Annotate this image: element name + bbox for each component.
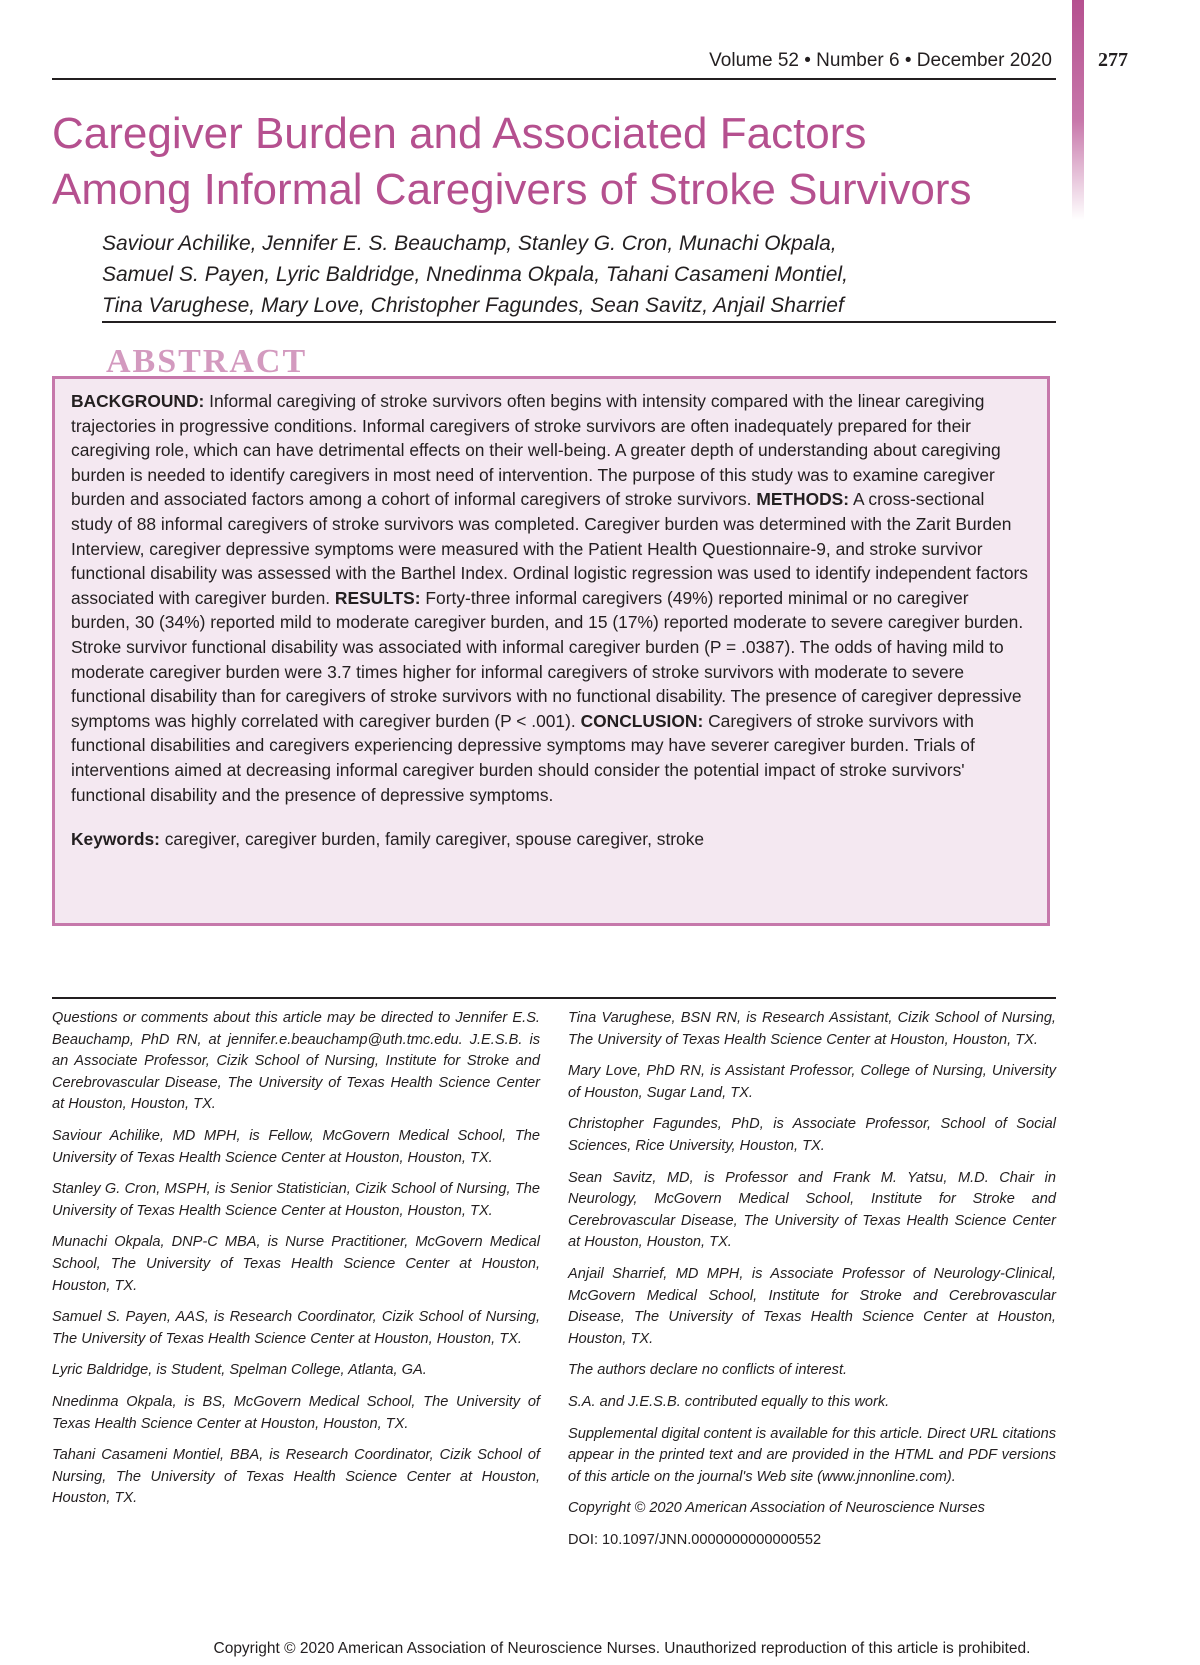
authors-line-3: Tina Varughese, Mary Love, Christopher Fagundes, Sean Savitz, Anjail Sharrief bbox=[102, 294, 844, 317]
copyright-note: Copyright © 2020 American Association of Neuroscience Nurses bbox=[568, 1500, 985, 1517]
abstract-body bbox=[71, 389, 1029, 807]
page-footer bbox=[0, 1640, 1200, 1658]
results-text: Forty-three informal caregivers (49%) reported minimal or no caregiver burden, 30 (34%) reported mild to moderate caregiver burden, and 15 (17%) reported moderate to severe caregiver burden. Stroke survivor functional disability was associated with informal caregiver burden (P = .0387). The odds of having mild to moderate caregiver burden were 3.7 times higher for informal caregivers of stroke survivors with moderate to severe functional disability than for caregivers of stroke survivors with no functional disability. The presence of caregiver depressive symptoms was highly correlated with caregiver burden (P < .001). bbox=[71, 587, 1024, 731]
methods-text: A cross-sectional study of 88 informal caregivers of stroke survivors was completed. Caregiver burden was determined with the Zarit Burden Interview, caregiver depressive symptoms were measured with the Patient Health Questionnaire-9, and stroke survivor functional disability was assessed with the Barthel Index. Ordinal logistic regression was used to identify independent factors associated with caregiver burden. bbox=[71, 489, 1029, 608]
title-line-2: Among Informal Caregivers of Stroke Survivors bbox=[52, 165, 972, 214]
footnotes-left-column bbox=[52, 1008, 540, 1520]
contribution-statement: S.A. and J.E.S.B. contributed equally to this work. bbox=[568, 1393, 890, 1410]
page-number: 277 bbox=[1098, 49, 1128, 71]
correspondence-note: Questions or comments about this article may be directed to Jennifer E.S. Beauchamp, PhD RN, at jennifer.e.beauchamp@uth.tmc.edu. J.E.S.B. is an Associate Professor, Cizik School of Nursing, Institute for Stroke and Cerebrovascular Disease, The University of Texas Health Science Center at Houston, Houston, TX. bbox=[52, 1010, 540, 1113]
conclusion-label: CONCLUSION: bbox=[580, 710, 704, 731]
authors-line-1: Saviour Achilike, Jennifer E. S. Beauchamp, Stanley G. Cron, Munachi Okpala, bbox=[102, 232, 837, 255]
author-affiliation: Samuel S. Payen, AAS, is Research Coordinator, Cizik School of Nursing, The University of Texas Health Science Center at Houston, Houston, TX. bbox=[52, 1309, 540, 1347]
author-affiliation: Mary Love, PhD RN, is Assistant Professor, College of Nursing, University of Houston, Sugar Land, TX. bbox=[568, 1063, 1056, 1101]
accent-side-bar bbox=[1072, 0, 1084, 220]
author-affiliation: Tina Varughese, BSN RN, is Research Assistant, Cizik School of Nursing, The University of Texas Health Science Center at Houston, Houston, TX. bbox=[568, 1010, 1056, 1048]
copyright-footer-text: Copyright © 2020 American Association of Neuroscience Nurses. Unauthorized reproduction of this article is prohibited. bbox=[213, 1640, 1031, 1657]
footnotes-right-column bbox=[568, 1008, 1056, 1561]
author-affiliation: Stanley G. Cron, MSPH, is Senior Statistician, Cizik School of Nursing, The University of Texas Health Science Center at Houston, Houston, TX. bbox=[52, 1181, 540, 1219]
article-title bbox=[52, 106, 1062, 218]
title-line-1: Caregiver Burden and Associated Factors bbox=[52, 109, 867, 158]
results-label: RESULTS: bbox=[334, 587, 421, 608]
keywords bbox=[71, 827, 1029, 851]
supplemental-note: Supplemental digital content is available for this article. Direct URL citations appear in the printed text and are provided in the HTML and PDF versions of this article on the journal's Web site (www.jnnonline.com). bbox=[568, 1425, 1056, 1485]
author-affiliation: Lyric Baldridge, is Student, Spelman College, Atlanta, GA. bbox=[52, 1362, 427, 1379]
authors-divider bbox=[102, 321, 1056, 323]
author-affiliation: Sean Savitz, MD, is Professor and Frank M. Yatsu, M.D. Chair in Neurology, McGovern Medical School, Institute for Stroke and Cerebrovascular Disease, The University of Texas Health Science Center at Houston, Houston, TX. bbox=[568, 1169, 1056, 1251]
author-affiliation: Anjail Sharrief, MD MPH, is Associate Professor of Neurology-Clinical, McGovern Medical School, Institute for Stroke and Cerebrovascular Disease, The University of Texas Health Science Center at Houston, Houston, TX. bbox=[568, 1265, 1056, 1347]
authors-line-2: Samuel S. Payen, Lyric Baldridge, Nnedinma Okpala, Tahani Casameni Montiel, bbox=[102, 263, 848, 286]
running-head bbox=[52, 46, 1056, 80]
conflict-statement: The authors declare no conflicts of interest. bbox=[568, 1362, 848, 1379]
doi: DOI: 10.1097/JNN.0000000000000552 bbox=[568, 1531, 822, 1548]
footnote-divider bbox=[52, 997, 1056, 999]
author-list bbox=[102, 228, 1062, 321]
author-affiliation: Nnedinma Okpala, is BS, McGovern Medical School, The University of Texas Health Science Center at Houston, Houston, TX. bbox=[52, 1393, 540, 1432]
background-label: BACKGROUND: bbox=[71, 391, 205, 411]
author-affiliation: Munachi Okpala, DNP-C MBA, is Nurse Practitioner, McGovern Medical School, The University of Texas Health Science Center at Houston, Houston, TX. bbox=[52, 1234, 540, 1294]
author-affiliation: Tahani Casameni Montiel, BBA, is Research Coordinator, Cizik School of Nursing, The University of Texas Health Science Center at Houston, Houston, TX. bbox=[52, 1447, 540, 1507]
keywords-text: caregiver, caregiver burden, family caregiver, spouse caregiver, stroke bbox=[159, 829, 705, 850]
background-text: Informal caregiving of stroke survivors often begins with intensity compared with the linear caregiving trajectories in progressive conditions. Informal caregivers of stroke survivors are often inadequately prepared for their caregiving role, which can have detrimental effects on their well-being. A greater depth of understanding about caregiving burden is needed to identify caregivers in most need of intervention. The purpose of this study was to examine caregiver burden and associated factors among a cohort of informal caregivers of stroke survivors. bbox=[71, 391, 1001, 510]
author-affiliation: Saviour Achilike, MD MPH, is Fellow, McGovern Medical School, The University of Texas Health Science Center at Houston, Houston, TX. bbox=[52, 1127, 540, 1166]
abstract-box bbox=[52, 376, 1050, 926]
methods-label: METHODS: bbox=[756, 489, 850, 510]
abstract-heading: ABSTRACT bbox=[106, 343, 308, 380]
conclusion-text: Caregivers of stroke survivors with functional disabilities and caregivers experiencing depressive symptoms may have severer caregiver burden. Trials of interventions aimed at decreasing informal caregiver burden should consider the potential impact of stroke survivors' functional disability and the presence of depressive symptoms. bbox=[71, 710, 975, 805]
keywords-label: Keywords: bbox=[71, 829, 160, 850]
issue-info: Volume 52 • Number 6 • December 2020 bbox=[709, 50, 1052, 71]
author-affiliation: Christopher Fagundes, PhD, is Associate Professor, School of Social Sciences, Rice University, Houston, TX. bbox=[568, 1116, 1056, 1154]
